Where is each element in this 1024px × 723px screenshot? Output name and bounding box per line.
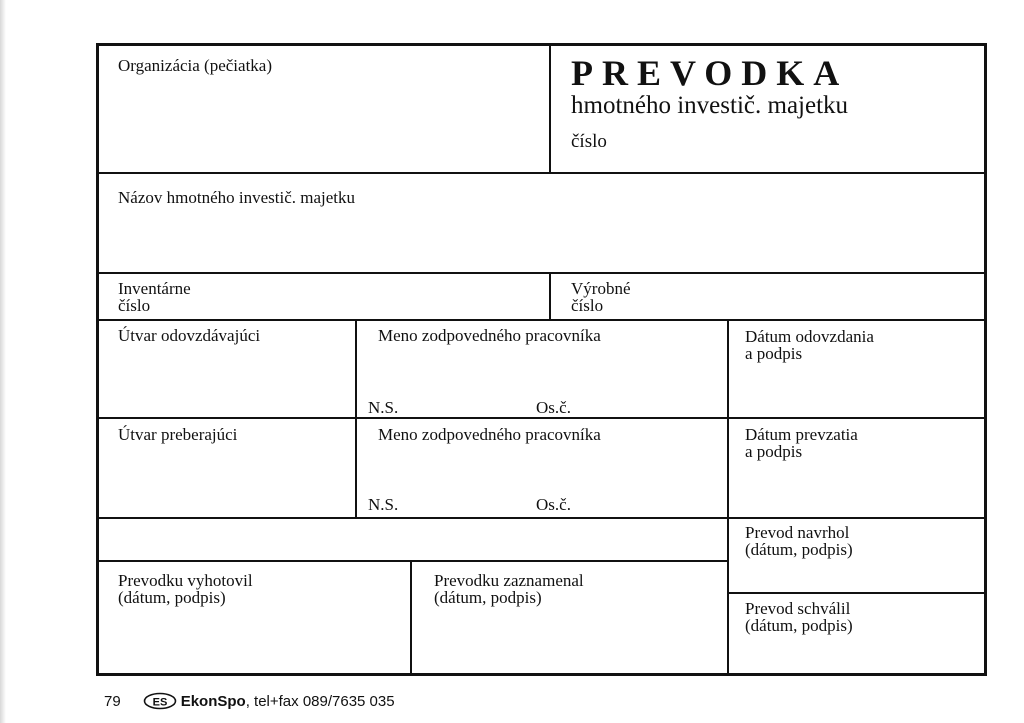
form-title: PREVODKA — [571, 53, 849, 93]
receiving-ns-label: N.S. — [368, 495, 399, 514]
binding-edge — [0, 0, 6, 723]
receipt-date-label: Dátum prevzatia a podpis — [745, 425, 858, 461]
inventory-number-label: Inventárne číslo — [118, 279, 191, 315]
proposed-by-label: Prevod navrhol (dátum, podpis) — [745, 523, 853, 559]
page-number: 79 — [104, 692, 121, 710]
serial-number-label: Výrobné číslo — [571, 279, 631, 315]
rule-above-signatures — [96, 560, 729, 562]
rule-signatures-divider — [410, 560, 412, 676]
recorded-by-label: Prevodku zaznamenal (dátum, podpis) — [434, 571, 584, 607]
rule-units-right-divider — [727, 319, 729, 676]
rule-below-receiving-unit — [96, 517, 987, 519]
transferring-personal-no-label: Os.č. — [536, 398, 571, 417]
form-subtitle: hmotného investič. majetku — [571, 92, 849, 119]
handover-date-label: Dátum odovzdania a podpis — [745, 327, 874, 363]
approved-by-label: Prevod schválil (dátum, podpis) — [745, 599, 853, 635]
ekonspo-logo-icon — [143, 692, 177, 710]
receiving-personal-no-label: Os.č. — [536, 495, 571, 514]
receiving-responsible-label: Meno zodpovedného pracovníka — [378, 425, 601, 444]
footer-brand: EkonSpo — [180, 692, 246, 710]
rule-header-divider — [549, 43, 551, 173]
svg-text:ES: ES — [152, 696, 168, 709]
receiving-unit-label: Útvar preberajúci — [118, 425, 238, 444]
rule-between-units — [96, 417, 987, 419]
footer-contact: , tel+fax 089/7635 035 — [245, 692, 395, 710]
page-footer — [104, 690, 395, 712]
rule-numbers-divider — [549, 272, 551, 320]
transferring-unit-label: Útvar odovzdávajúci — [118, 326, 261, 345]
rule-proposed-approved — [729, 592, 987, 594]
rule-units-left-divider — [355, 319, 357, 519]
transferring-responsible-label: Meno zodpovedného pracovníka — [378, 326, 601, 345]
form-number-label: číslo — [571, 131, 607, 152]
rule-below-header — [96, 172, 987, 174]
transferring-ns-label: N.S. — [368, 398, 399, 417]
asset-name-label: Názov hmotného investič. majetku — [118, 188, 355, 207]
prepared-by-label: Prevodku vyhotovil (dátum, podpis) — [118, 571, 253, 607]
organization-label: Organizácia (pečiatka) — [118, 56, 273, 75]
rule-below-asset-name — [96, 272, 987, 274]
rule-below-numbers — [96, 319, 987, 321]
